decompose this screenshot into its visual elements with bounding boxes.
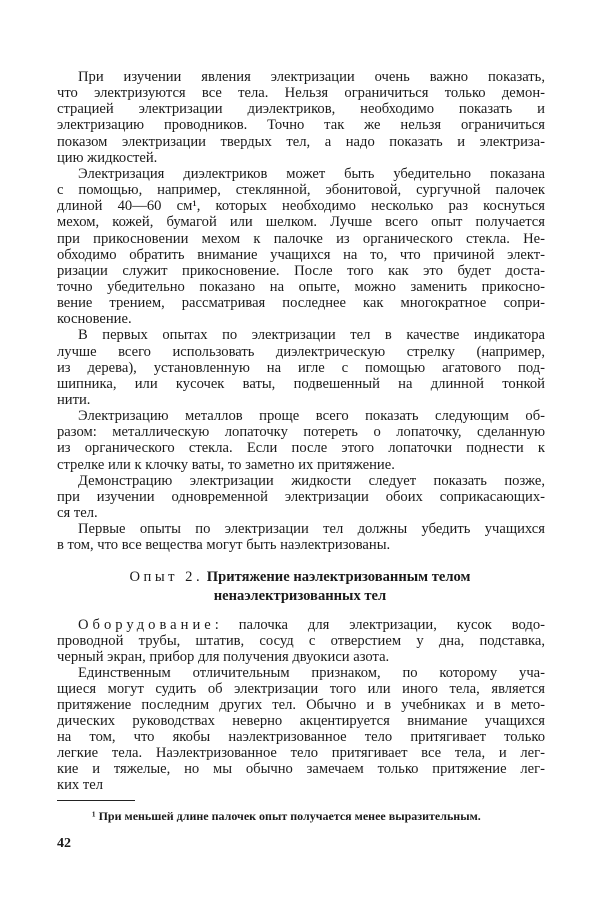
text-line: ся тел. — [57, 505, 98, 522]
text-line: вение трением, рассматривая последнее как многократное сопри- — [57, 295, 545, 312]
experiment-heading — [0, 568, 600, 586]
text-line: из дерева), установленную на игле с помощью агатового под- — [57, 359, 545, 376]
experiment-title-line2: ненаэлектризованных тел — [213, 588, 387, 604]
experiment-heading-line2 — [0, 587, 600, 605]
text-line: притяжение последним других тел. Обычно и в учебниках и в мето- — [57, 697, 545, 713]
page-number: 42 — [57, 836, 71, 851]
text-line: страцией электризации диэлектриков, необходимо показать и — [57, 101, 545, 118]
text-line: дических руководствах неверно акцентируется внимание учащихся — [57, 713, 545, 729]
experiment-title-line1: Притяжение наэлектризованным телом — [206, 569, 471, 585]
text-line: стрелке или к клочку ваты, то заметно их притяжение. — [57, 456, 395, 473]
text-line: черный экран, прибор для получения двуокиси азота. — [57, 649, 390, 665]
text-line: кие и тяжелые, но мы обычно замечаем только притяжение лег- — [57, 761, 545, 777]
text-line: обходимо обратить внимание учащихся на то, что причиной элект- — [57, 246, 545, 263]
text-line: с помощью, например, стеклянной, эбонитовой, сургучной палочек — [57, 182, 545, 199]
text-line: нити. — [57, 392, 91, 408]
text-line: лучше всего использовать диэлектрическую стрелку (например, — [57, 343, 545, 360]
text-line: в том, что все вещества могут быть наэлектризованы. — [57, 537, 391, 554]
text-line: что электризуются все тела. Нельзя ограничиться только демон- — [57, 85, 545, 102]
text-line: цию жидкостей. — [57, 149, 158, 166]
text-line: косновение. — [57, 311, 132, 328]
text-line — [78, 617, 545, 633]
text-line: электризацию проводников. Точно так же нельзя ограничиться — [57, 117, 545, 134]
text-line: Электризацию металлов проще всего показать следующим об- — [78, 408, 545, 425]
text-line: мехом, кожей, бумагой или шелком. Лучше всего опыт получается — [57, 214, 545, 231]
text-line: ких тел — [57, 777, 103, 793]
text-line: при прикосновении мехом к палочке из органического стекла. Не- — [57, 230, 545, 247]
text-line: Электризация диэлектриков может быть убедительно показана — [78, 165, 545, 182]
text-line: шипника, или кусочек ваты, подвешенный на длинной тонкой — [57, 375, 545, 392]
text-line: ризации служит прикосновение. После того как это будет доста- — [57, 262, 545, 279]
experiment-label: Опыт 2. — [129, 569, 204, 585]
text-line: Единственным отличительным признаком, по которому уча- — [78, 665, 545, 681]
text-line: В первых опытах по электризации тел в качестве индикатора — [78, 327, 545, 344]
footnote-divider — [57, 800, 135, 801]
text-line: на том, что якобы наэлектризованное тело притягивает только — [57, 729, 545, 745]
text-line: При изучении явления электризации очень важно показать, — [78, 69, 545, 85]
text-line: легкие тела. Наэлектризованное тело притягивает все тела, и лег- — [57, 745, 545, 761]
text-line: из органического стекла. Если после этого лопаточки поднести к — [57, 440, 545, 457]
text-line: Первые опыты по электризации тел должны убедить учащихся — [78, 521, 545, 538]
text-line: Демонстрацию электризации жидкости следует показать позже, — [78, 472, 545, 489]
equipment-lead: Оборудование — [78, 617, 215, 633]
equipment-text: : палочка для электризации, кусок водо- — [214, 617, 545, 633]
text-line: длиной 40—60 см¹, которых необходимо несколько раз коснуться — [57, 198, 545, 215]
text-line: при изучении одновременной электризации обоих соприкасающих- — [57, 488, 545, 505]
text-line: щиеся могут судить об электризации того или иного тела, является — [57, 681, 545, 697]
text-line: разом: металлическую лопаточку потереть о лопаточку, сделанную — [57, 424, 545, 441]
text-line: точно убедительно показано на опыте, можно заменить прикосно- — [57, 278, 545, 295]
footnote: ¹ При меньшей длине палочек опыт получается менее выразительным. — [92, 809, 481, 823]
text-line: показом электризации твердых тел, а надо показать и электриза- — [57, 133, 545, 150]
text-line: проводной трубы, штатив, сосуд с отверстием у дна, подставка, — [57, 633, 545, 649]
